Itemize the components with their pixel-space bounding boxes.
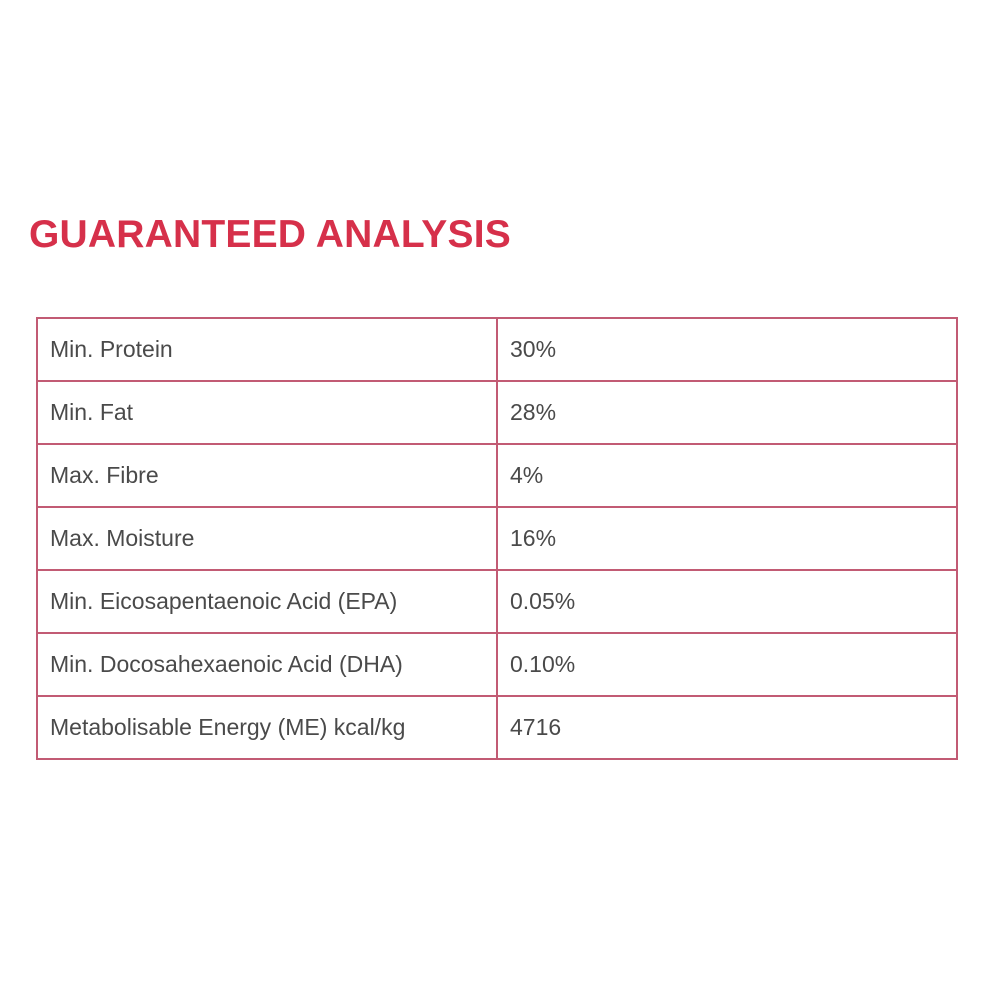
nutrient-label: Max. Moisture: [37, 507, 497, 570]
page-title: GUARANTEED ANALYSIS: [29, 213, 511, 256]
nutrient-label: Min. Docosahexaenoic Acid (DHA): [37, 633, 497, 696]
table-row: [37, 507, 957, 570]
guaranteed-analysis-table: [36, 317, 958, 760]
nutrient-label: Metabolisable Energy (ME) kcal/kg: [37, 696, 497, 759]
nutrient-label: Max. Fibre: [37, 444, 497, 507]
table-row: [37, 381, 957, 444]
nutrient-value: 0.10%: [497, 633, 957, 696]
nutrient-label: Min. Eicosapentaenoic Acid (EPA): [37, 570, 497, 633]
nutrient-label: Min. Fat: [37, 381, 497, 444]
nutrient-value: 0.05%: [497, 570, 957, 633]
nutrient-value: 4716: [497, 696, 957, 759]
table-row: [37, 570, 957, 633]
table-row: [37, 444, 957, 507]
table-row: [37, 696, 957, 759]
nutrient-label: Min. Protein: [37, 318, 497, 381]
nutrient-value: 16%: [497, 507, 957, 570]
table-row: [37, 633, 957, 696]
nutrient-value: 30%: [497, 318, 957, 381]
nutrient-value: 4%: [497, 444, 957, 507]
table-row: [37, 318, 957, 381]
nutrient-value: 28%: [497, 381, 957, 444]
